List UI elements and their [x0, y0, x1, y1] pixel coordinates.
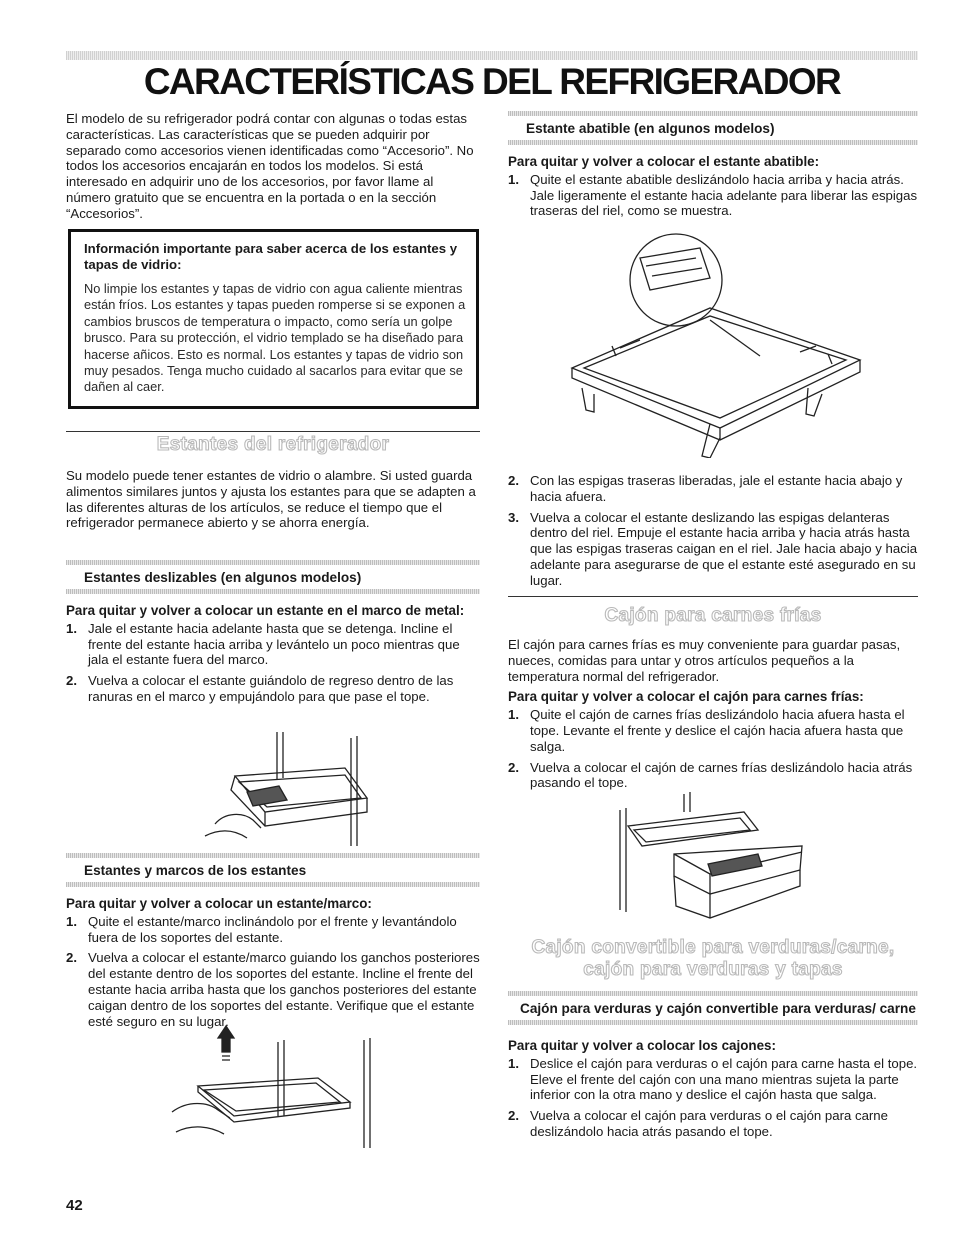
step-number: 2. — [508, 473, 519, 488]
list-item — [508, 510, 918, 589]
step-text: Quite el cajón de carnes frías deslizándolo hacia afuera hasta el tope. Levante el frente y deslice el cajón hacia afuera hasta que salga. — [530, 707, 905, 754]
crisper-heading-line1: Cajón convertible para verduras/carne, — [531, 937, 895, 958]
intro-block — [66, 111, 480, 222]
band-bottom — [508, 140, 918, 145]
step-text: Deslice el cajón para verduras o el cajón para carne hasta el tope. Eleve el frente del cajón con una mano mientras sujeta la parte inferior con la otra mano y deslice el cajón hasta que salga. — [530, 1055, 918, 1103]
step-number: 1. — [66, 913, 77, 929]
shelves-intro: Su modelo puede tener estantes de vidrio o alambre. Si usted guarda alimentos similares juntos y ajusta los estantes para que se adapten a las diferentes alturas de los artículos, se reduce el tiempo que el refrigerador permanece abierto y se ahorra energía. — [66, 468, 476, 531]
tilt-shelf-steps-rest — [508, 473, 918, 589]
shelves-section — [66, 434, 480, 531]
band-bottom — [66, 882, 480, 887]
crisper-title: Cajón para verduras y cajón convertible para verduras/ carne — [520, 1001, 916, 1016]
list-item — [66, 914, 480, 946]
crisper-howto: Para quitar y volver a colocar los cajones: — [508, 1038, 776, 1053]
step-text: Jale el estante hacia adelante hasta que se detenga. Incline el frente del estante hacia arriba y levántelo un poco mientras que jala el estante fuera del marco. — [88, 620, 460, 668]
step-text: Vuelva a colocar el estante/marco guiando los ganchos posteriores del estante dentro de los soportes del estante. Incline el frente del estante hacia arriba hasta que los ganchos posteriores del estante caigan dentro de los soportes del estante. Verifique que el estante esté seguro en su lugar. — [88, 950, 480, 1029]
list-item — [66, 673, 480, 705]
sliding-shelves-title: Estantes deslizables (en algunos modelos) — [84, 570, 362, 585]
sliding-shelves-section — [66, 560, 480, 705]
tilt-shelf-illustration — [560, 228, 880, 458]
step-number: 1. — [66, 620, 77, 636]
shelf-frames-howto: Para quitar y volver a colocar un estante/marco: — [66, 896, 372, 911]
glass-info-box — [68, 229, 479, 409]
page-title: CARACTERÍSTICAS DEL REFRIGERADOR — [143, 61, 841, 102]
list-item — [508, 707, 918, 754]
page-number: 42 — [66, 1197, 83, 1214]
intro-paragraph: El modelo de su refrigerador podrá contar con algunas o todas estas características. Las características que se pueden adquirir por separado como accesorios vienen identificadas como “Accesorio”. No todos los accesorios encajarán en todos los modelos. Si está interesado en adquirir uno de los accesorios, por favor llame al número gratuito que se encuentra en la portada o en la sección “Accesorios”. — [66, 111, 474, 221]
crisper-steps — [508, 1056, 918, 1140]
list-item — [66, 621, 480, 668]
step-text: Quite el estante/marco inclinándolo por el frente y levantándolo fuera de los soportes del estante. — [88, 913, 457, 945]
list-item — [508, 473, 918, 505]
deli-drawer-heading: Cajón para carnes frías — [604, 605, 822, 626]
tilt-shelf-section — [508, 111, 918, 219]
tilt-shelf-title: Estante abatible (en algunos modelos) — [526, 121, 775, 136]
tilt-shelf-steps-first — [508, 172, 918, 219]
deli-drawer-howto: Para quitar y volver a colocar el cajón para carnes frías: — [508, 689, 864, 705]
band-top — [508, 991, 918, 996]
shelf-frame-illustration — [168, 1020, 378, 1150]
crisper-section — [508, 937, 918, 1140]
step-number: 1. — [508, 707, 519, 723]
list-item — [508, 1108, 918, 1140]
tilt-shelf-steps-section — [508, 473, 918, 589]
top-decorative-bar — [66, 51, 918, 60]
deli-drawer-illustration — [612, 790, 812, 920]
list-item — [66, 950, 480, 1029]
step-text: Con las espigas traseras liberadas, jale el estante hacia abajo y hacia afuera. — [530, 473, 903, 504]
shelf-frames-section — [66, 853, 480, 1029]
step-text: Vuelva a colocar el cajón de carnes frías deslizándolo hacia atrás pasando el tope. — [530, 759, 913, 791]
step-number: 2. — [508, 1108, 519, 1124]
step-text: Vuelva a colocar el estante guiándolo de regreso dentro de las ranuras en el marco y empujándolo para que pase el tope. — [88, 673, 454, 704]
sliding-shelf-illustration — [195, 728, 375, 848]
step-number: 1. — [508, 1055, 519, 1071]
band-top — [66, 853, 480, 858]
step-text: Quite el estante abatible deslizándolo hacia arriba y hacia atrás. Jale ligeramente el estante hacia adelante para liberar las espigas traseras del riel, como se muestra. — [530, 171, 918, 219]
step-number: 2. — [66, 950, 77, 966]
tilt-shelf-howto: Para quitar y volver a colocar el estante abatible: — [508, 154, 820, 169]
section-rule-shelves — [66, 431, 480, 432]
step-number: 2. — [66, 673, 77, 689]
shelf-frames-title: Estantes y marcos de los estantes — [84, 863, 307, 878]
step-number: 1. — [508, 171, 519, 187]
list-item — [508, 172, 918, 219]
step-number: 2. — [508, 759, 519, 775]
section-rule-deli — [508, 596, 918, 597]
deli-drawer-steps — [508, 707, 918, 791]
band-top — [66, 560, 480, 565]
step-text: Vuelva a colocar el cajón para verduras o el cajón para carne deslizándolo hacia atrás pasando el tope. — [530, 1108, 888, 1139]
band-bottom — [66, 589, 480, 594]
info-box-body: No limpie los estantes y tapas de vidrio con agua caliente mientras están fríos. Los estantes y tapas pueden romperse si se exponen a cambios bruscos de temperatura o impacto, como sería un golpe brusco. Para su protección, el vidrio templado se ha diseñado para hacerse añicos. Esto es normal. Los estantes y tapas de vidrio son muy pesados. Tenga mucho cuidado al sacarlos para evitar que se dañen al caer. — [84, 281, 466, 395]
sliding-shelves-steps — [66, 621, 480, 705]
step-text: Vuelva a colocar el estante deslizando las espigas delanteras dentro del riel. Empuje el estante hacia arriba y hacia atrás hasta que las espigas traseras caigan en el riel. Jale hacia abajo y hacia adelante para asegurarse de que el estante esté asegurado en su lugar. — [530, 509, 918, 588]
step-number: 3. — [508, 509, 519, 525]
band-top — [508, 111, 918, 116]
shelves-heading: Estantes del refrigerador — [156, 434, 390, 455]
deli-drawer-section — [508, 605, 918, 791]
deli-drawer-intro: El cajón para carnes frías es muy conveniente para guardar pasas, nueces, comidas para untar y otros artículos pequeños a la temperatura normal del refrigerador. — [508, 637, 901, 684]
list-item — [508, 760, 918, 792]
sliding-shelves-howto: Para quitar y volver a colocar un estante en el marco de metal: — [66, 603, 465, 618]
crisper-heading-line2: cajón para verduras y tapas — [583, 959, 843, 980]
info-box-title: Información importante para saber acerca de los estantes y tapas de vidrio: — [84, 241, 458, 272]
shelf-frames-steps — [66, 914, 480, 1030]
list-item — [508, 1056, 918, 1103]
band-bottom — [508, 1020, 918, 1025]
